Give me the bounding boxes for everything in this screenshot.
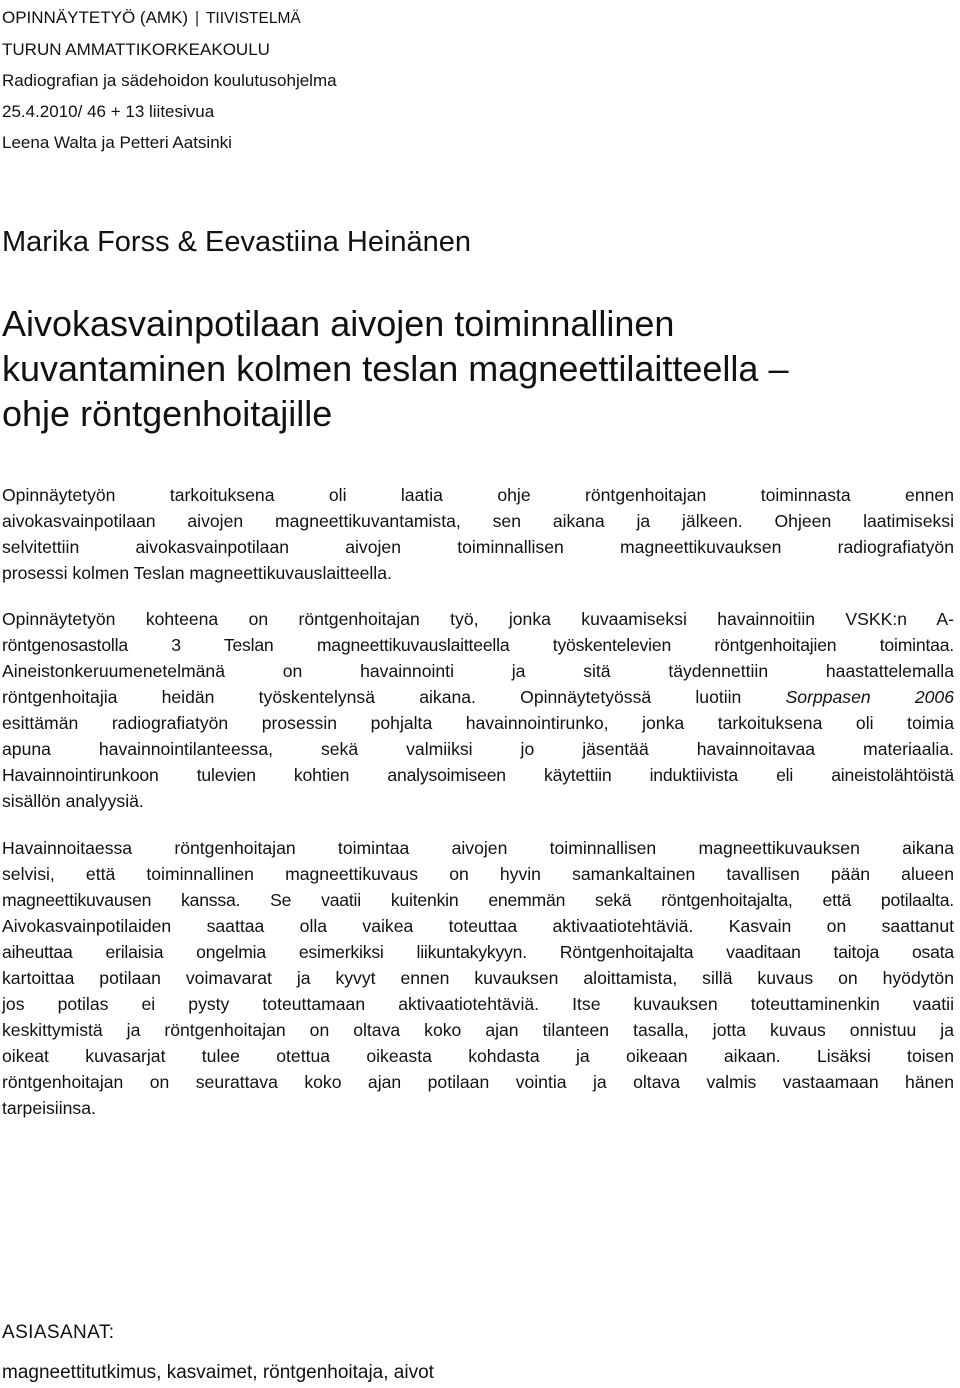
title-line: ohje röntgenhoitajille [2, 393, 333, 434]
text-line: kartoittaa potilaan voimavarat ja kyvyt ennen kuvauksen aloittamista, sillä kuvaus on hyödytön [2, 968, 954, 988]
keywords-list: magneettitutkimus, kasvaimet, röntgenhoitaja, aivot [2, 1362, 434, 1383]
text-line: röntgenhoitajan on seurattava koko ajan potilaan vointia ja oltava valmis vastaamaan hänen [2, 1072, 954, 1092]
text-line: aiheuttaa erilaisia ongelmia esimerkiksi liikuntakykyyn. Röntgenhoitajalta vaaditaan taitoja osata [2, 942, 954, 962]
degree-programme: Radiografian ja sädehoidon koulutusohjelma [2, 71, 337, 90]
text-line: aivokasvainpotilaan aivojen magneettikuvantamista, sen aikana ja jälkeen. Ohjeen laatimiseksi [2, 511, 954, 531]
title-line: kuvantaminen kolmen teslan magneettilaitteella – [2, 348, 789, 389]
text-line: esittämän radiografiatyön prosessin pohjalta havainnointirunko, jonka tarkoituksena oli toimia [2, 713, 954, 733]
text-line: apuna havainnointilanteessa, sekä valmiiksi jo jäsentää havainnoitavaa materiaalia. [2, 739, 954, 759]
text-segment: röntgenhoitajia heidän työskentelynsä aikana. Opinnäytetyössä luotiin [2, 687, 742, 707]
supervisors: Leena Walta ja Petteri Aatsinki [2, 133, 232, 152]
thesis-title [2, 301, 952, 436]
document-header [2, 2, 952, 158]
abstract-paragraph-method [2, 606, 954, 814]
text-line: magneettikuvausen kanssa. Se vaatii kuitenkin enemmän sekä röntgenhoitajalta, että potilaalta. [2, 890, 954, 910]
thesis-type: OPINNÄYTETYÖ (AMK) [2, 8, 189, 27]
thesis-type-line [2, 2, 952, 34]
text-line: Opinnäytetyön tarkoituksena oli laatia ohje röntgenhoitajan toiminnasta ennen [2, 485, 954, 505]
abstract-body [2, 482, 954, 1121]
abstract-paragraph-results [2, 835, 954, 1121]
text-line: Opinnäytetyön kohteena on röntgenhoitajan työ, jonka kuvaamiseksi havainnoitiin VSKK:n A- [2, 609, 954, 629]
text-line: röntgenosastolla 3 Teslan magneettikuvauslaitteella työskentelevien röntgenhoitajien toimintaa. [2, 635, 954, 655]
date-and-pages: 25.4.2010/ 46 + 13 liitesivua [2, 102, 215, 121]
text-line-with-citation [2, 684, 954, 710]
header-separator: | [194, 8, 200, 27]
abstract-paragraph-purpose [2, 482, 954, 586]
text-line: tarpeisiinsa. [2, 1098, 96, 1118]
text-line: keskittymistä ja röntgenhoitajan on oltava koko ajan tilanteen tasalla, jotta kuvaus onnistuu ja [2, 1020, 954, 1040]
text-line: oikeat kuvasarjat tulee otettua oikeasta kohdasta ja oikeaan aikaan. Lisäksi toisen [2, 1046, 954, 1066]
text-line: Havainnointirunkoon tulevien kohtien analysoimiseen käytettiin induktiivista eli aineistolähtöistä [2, 765, 954, 785]
text-line: Havainnoitaessa röntgenhoitajan toimintaa aivojen toiminnallisen magneettikuvauksen aikana [2, 838, 954, 858]
text-line: Aineistonkeruumenetelmänä on havainnointi ja sitä täydennettiin haastattelemalla [2, 661, 954, 681]
text-line: sisällön analyysiä. [2, 791, 144, 811]
keywords-heading: ASIASANAT: [2, 1322, 115, 1343]
abstract-label: TIIVISTELMÄ [205, 10, 301, 27]
text-line: Aivokasvainpotilaiden saattaa olla vaikea toteuttaa aktivaatiotehtäviä. Kasvain on saattanut [2, 916, 954, 936]
title-line: Aivokasvainpotilaan aivojen toiminnallinen [2, 303, 675, 344]
authors: Marika Forss & Eevastiina Heinänen [2, 226, 472, 258]
text-line: selvitettiin aivokasvainpotilaan aivojen toiminnallisen magneettikuvauksen radiografiatyön [2, 537, 954, 557]
institution: TURUN AMMATTIKORKEAKOULU [2, 40, 270, 59]
text-line: selvisi, että toiminnallinen magneettikuvaus on hyvin samankaltainen tavallisen pään alueen [2, 864, 954, 884]
citation: Sorppasen 2006 [785, 687, 954, 707]
text-line: prosessi kolmen Teslan magneettikuvauslaitteella. [2, 563, 392, 583]
text-line: jos potilas ei pysty toteuttamaan aktivaatiotehtäviä. Itse kuvauksen toteuttaminenkin vaatii [2, 994, 954, 1014]
